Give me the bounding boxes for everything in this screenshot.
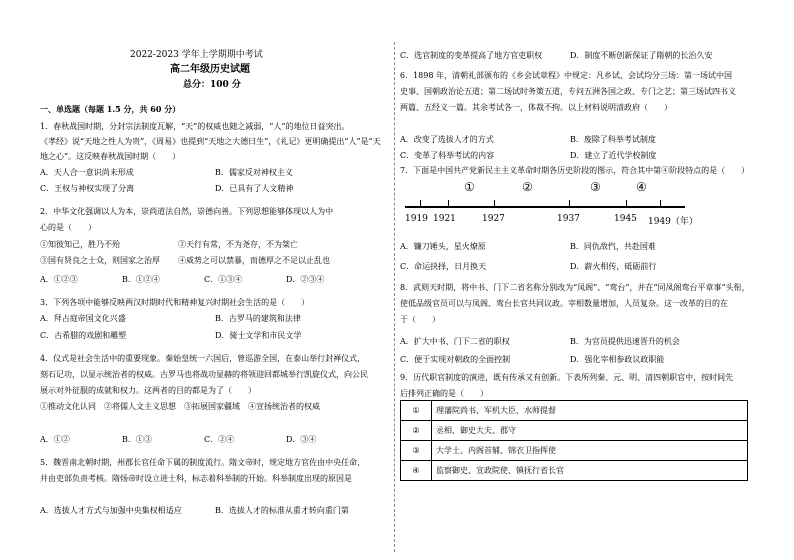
q2-option-b: B．①②④ <box>122 275 160 284</box>
timeline-year: 1927 <box>482 214 505 224</box>
q1-option-d: D．已具有了人文精神 <box>215 184 294 193</box>
q1-option-c: C．王权与神权实现了分离 <box>40 184 135 193</box>
timeline-tick <box>448 200 449 208</box>
q2-stem-2: 心的是（ ） <box>40 223 96 232</box>
q8-option-d: D．强化宰相参政议政职能 <box>570 355 665 364</box>
q2-stem-1: 2．中华文化强调以人为本，崇尚道法自然，崇德向善。下列思想能够体现以人为中 <box>40 207 334 216</box>
q6-option-a: A．改变了选拔人才的方式 <box>400 135 494 144</box>
table-cell-number: ④ <box>401 461 432 481</box>
q4-option-d: D．③④ <box>286 435 317 444</box>
q9-table <box>400 400 748 481</box>
q8-option-b: B．为官员提供迅速晋升的机会 <box>570 337 680 346</box>
total-score: 总分：100 分 <box>183 80 241 90</box>
q5-option-d: D．制度不断创新保证了隋朝的长治久安 <box>570 51 713 60</box>
q6-option-d: D．建立了近代学校制度 <box>570 151 657 160</box>
q2-option-d: D．②③④ <box>286 275 325 284</box>
timeline-stage-3: ③ <box>590 180 601 194</box>
timeline-stage-1: ① <box>464 180 475 194</box>
table-row <box>401 421 748 441</box>
q4-stem-1: 4．仪式是社会生活中的重要现象。秦始皇统一六国后，曾巡游全国，在泰山举行封禅仪式， <box>40 354 366 363</box>
q4-option-c: C．②④ <box>204 435 235 444</box>
timeline-axis <box>405 206 685 208</box>
q9-stem-1: 9．历代职官制度的演进，既有传承又有创新。下表所列秦、元、明、清四朝职官中，按时间先 <box>400 373 734 382</box>
q1-stem-3: 地之心”。这反映春秋战国时期（ ） <box>40 152 181 161</box>
q4-option-a: A．①② <box>40 435 70 444</box>
q6-option-c: C．变革了科举考试的内容 <box>400 151 495 160</box>
table-cell-text: 监察御史、宣政院使、镇抚行省长官 <box>432 461 748 481</box>
q2-item-4: ④威势之可以禁暴，而德厚之不足以止乱也 <box>178 256 330 265</box>
timeline-year: 1921 <box>433 214 456 224</box>
q5-option-c: C．选官制度的变革提高了地方官吏职权 <box>400 51 543 60</box>
timeline-tick <box>494 200 495 208</box>
timeline-tick <box>660 200 661 208</box>
q7-option-c: C．命运抉择，日月换天 <box>400 262 487 271</box>
q6-option-b: B．废除了科举考试制度 <box>570 135 656 144</box>
q4-stem-3: 展示对外征服的成就和权力。这两者的目的都是为了（ ） <box>40 386 256 395</box>
q8-stem-1: 8．武则天时期，将中书、门下二省名称分别改为“凤阁”、“鸾台”，并在“同凤阁鸾台平章事”头衔， <box>400 283 750 292</box>
column-divider <box>394 42 395 552</box>
q5-stem-2: 并由吏部负责考核。隋炀帝时设立进士科，标志着科举制的开始。科举制度出现的原因是 <box>40 474 352 483</box>
q1-stem-2: 《孝经》说“天地之性人为贵”，《周易》也提到“天地之大德曰生”，《礼记》更明确提出“人”是“天 <box>40 137 381 146</box>
table-cell-text: 大学士、内阁首辅、锦衣卫指挥使 <box>432 441 748 461</box>
timeline-year: 1945 <box>614 214 637 224</box>
q6-stem-1: 6．1898 年，清朝礼部颁布的《乡会试章程》中规定：凡乡试、会试均分三场：第一场试中国 <box>400 71 732 80</box>
q5-option-a: A．选拔人才方式与加强中央集权相适应 <box>40 506 182 515</box>
q8-option-c: C．便于实现对朝政的全面控制 <box>400 355 511 364</box>
q2-option-c: C．①③④ <box>204 275 243 284</box>
q2-option-a: A．①②③ <box>40 275 78 284</box>
q2-item-3: ③国有贤良之士众，则国家之治厚 <box>40 256 160 265</box>
table-cell-number: ③ <box>401 441 432 461</box>
timeline-tick <box>569 200 570 208</box>
q1-option-b: B．儒家反对神权主义 <box>215 168 293 177</box>
q8-stem-2: 使低品级官员可以与凤阁、鸾台长官共同议政。宰相数量增加，人员复杂。这一改革的目的在 <box>400 299 728 308</box>
q9-stem-2: 后排列正确的是（ ） <box>400 389 488 398</box>
timeline-year: 1937 <box>557 214 580 224</box>
q8-option-a: A．扩大中书、门下二省的职权 <box>400 337 510 346</box>
q6-stem-3: 两篇、五经义一篇。其余考试各一，体裁不拘。以上材料说明清政府（ ） <box>400 103 672 112</box>
q3-option-a: A．拜占庭帝国文化兴盛 <box>40 314 126 323</box>
q4-option-b: B．①③ <box>122 435 152 444</box>
table-row <box>401 401 748 421</box>
table-row <box>401 441 748 461</box>
table-row <box>401 461 748 481</box>
q3-option-d: D．骑士文学和市民文学 <box>215 331 302 340</box>
q3-stem-1: 3．下列各项中能够反映两汉时期时代和精神复兴时期社会生活的是（ ） <box>40 298 310 307</box>
q8-stem-3: 于（ ） <box>400 315 440 324</box>
table-cell-number: ② <box>401 421 432 441</box>
exam-paper-title: 高二年级历史试题 <box>170 64 250 75</box>
timeline-stage-2: ② <box>522 180 533 194</box>
q5-stem-1: 5．魏晋南北朝时期，州郡长官任命下属的制度流行。隋文帝时，规定地方官佐由中央任命， <box>40 458 366 467</box>
table-cell-text: 理藩院尚书、军机大臣、水师提督 <box>432 401 748 421</box>
timeline-year: 1919 <box>405 214 428 224</box>
q1-option-a: A．天人合一意识尚未形成 <box>40 168 134 177</box>
q3-option-b: B．古罗马的建筑和法律 <box>215 314 301 323</box>
q2-item-1: ①知彼知己，胜乃不殆 <box>40 240 120 249</box>
table-cell-text: 丞相、御史大夫、郡守 <box>432 421 748 441</box>
q4-stem-4: ①推动文化认同 ②将儒人文主义思想 ③拓展国家疆域 ④宣扬统治者的权威 <box>40 402 320 411</box>
table-cell-number: ① <box>401 401 432 421</box>
timeline-year: 1949（年） <box>648 217 698 227</box>
section-heading: 一、单选题（每题 1.5 分，共 60 分） <box>40 104 181 114</box>
q5-option-b: B．选拔人才的标准从重才转向重门第 <box>215 506 349 515</box>
timeline-tick <box>420 200 421 208</box>
q7-option-a: A．镰刀锤头，星火燎原 <box>400 242 486 251</box>
q2-item-2: ②天行有常，不为尧存，不为桀亡 <box>178 240 298 249</box>
exam-session-title: 2022-2023 学年上学期期中考试 <box>130 50 263 60</box>
timeline-tick <box>626 200 627 208</box>
q4-stem-2: 刻石记功，以显示统治者的权威。古罗马也将战功显赫的将领迎回都城举行凯旋仪式，向公民 <box>40 370 368 379</box>
q3-option-c: C．古希腊的戏剧和雕塑 <box>40 331 127 340</box>
q6-stem-2: 史事、国朝政治论五道；第二场试时务策五道，专问五洲各国之政、专门之艺；第三场试四书义 <box>400 87 736 96</box>
q7-stem-1: 7．下面是中国共产党新民主主义革命时期各历史阶段的图示，符合其中第④阶段特点的是（ ） <box>400 166 750 175</box>
q7-option-b: B．同仇敌忾，共赴国难 <box>570 242 656 251</box>
q7-option-d: D．薪火相传，砥砺前行 <box>570 262 657 271</box>
timeline-stage-4: ④ <box>636 180 647 194</box>
q1-stem-1: 1．春秋战国时期，分封宗法制度瓦解，“天”的权威也随之减弱，“人”的地位日益突出。 <box>40 122 350 131</box>
